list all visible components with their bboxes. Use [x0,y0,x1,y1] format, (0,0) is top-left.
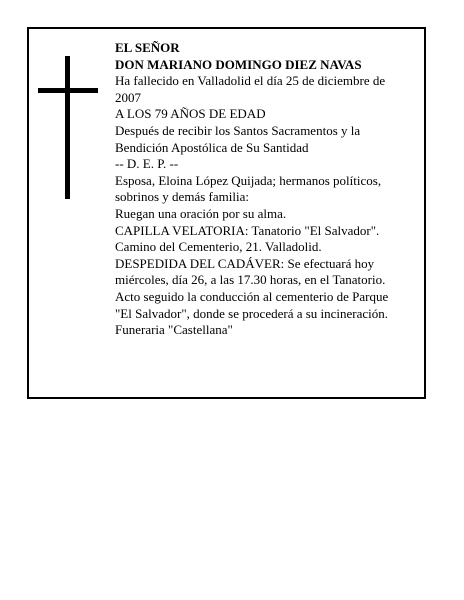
cross-horizontal-bar [38,88,98,93]
age-text: A LOS 79 AÑOS DE EDAD [115,106,266,122]
procession-text: Acto seguido la conducción al cementerio de Parque "El Salvador", donde se procederá a su incineración. [115,288,389,321]
chapel-text: CAPILLA VELATORIA: Tanatorio "El Salvador". Camino del Cementerio, 21. Valladolid. [115,222,380,255]
rip-text: -- D. E. P. -- [115,156,179,172]
notice-title-line-1: EL SEÑOR [115,40,180,55]
death-date-text: Ha fallecido en Valladolid el día 25 de diciembre de 2007 [115,73,386,105]
notice-text [115,40,407,339]
family-text: Esposa, Eloina López Quijada; hermanos políticos, sobrinos y demás familia: [115,172,382,205]
sacraments-text: Después de recibir los Santos Sacramentos y la Bendición Apostólica de Su Santidad [115,122,361,155]
deceased-name: DON MARIANO DOMINGO DIEZ NAVAS [115,56,362,72]
funeral-home-text: Funeraria "Castellana" [115,322,233,338]
farewell-text: DESPEDIDA DEL CADÁVER: Se efectuará hoy miércoles, día 26, a las 17.30 horas, en el Tanatorio. [115,255,386,288]
obituary-notice [27,27,426,399]
cross-vertical-bar [65,56,70,199]
cross-icon [38,56,98,199]
prayer-text: Ruegan una oración por su alma. [115,205,287,221]
